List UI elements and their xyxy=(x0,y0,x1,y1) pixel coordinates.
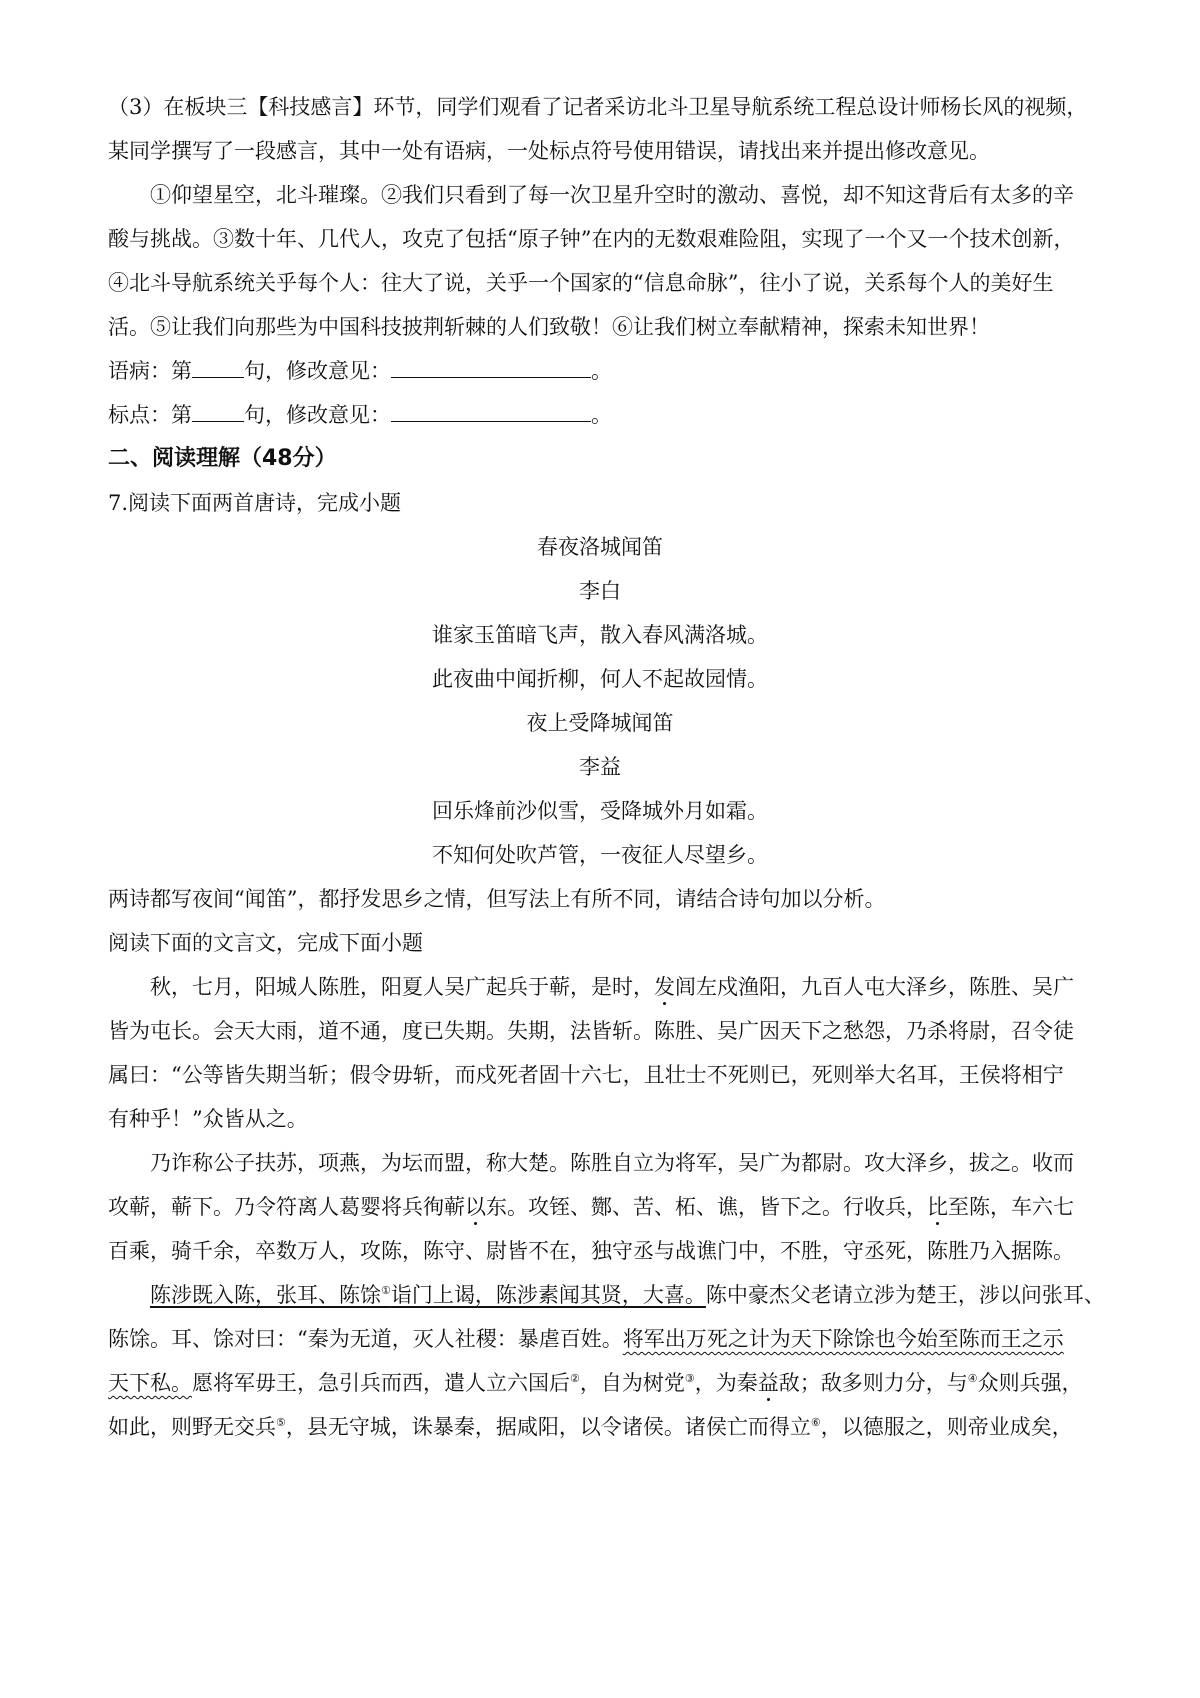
footnote-marker: ② xyxy=(570,1372,580,1385)
poem-1-line-1: 谁家玉笛暗飞声，散入春风满洛城。 xyxy=(432,623,768,647)
text-span: 愿将军毋王，急引兵而西，遣人立六国后 xyxy=(192,1371,570,1395)
text-span: ，自为树党 xyxy=(579,1371,685,1395)
footnote-marker: ⑥ xyxy=(810,1416,821,1429)
footnote-marker: ① xyxy=(381,1284,391,1297)
dotted-char: 比 xyxy=(927,1195,948,1219)
passage-line-4: 活。⑤让我们向那些为中国科技披荆斩棘的人们致敬！⑥让我们树立奉献精神，探索未知世界！ xyxy=(108,315,990,339)
question-intro-line-1: （3）在板块三【科技感言】环节，同学们观看了记者采访北斗卫星导航系统工程总设计师杨长风的视频， xyxy=(108,95,1088,119)
punctuation-suggestion-blank[interactable] xyxy=(391,401,591,422)
dotted-char: 发 xyxy=(654,975,675,999)
passage-line-3: ④北斗导航系统关乎每个人：往大了说，关乎一个国家的“信息命脉”，往小了说，关系每个人的美好生 xyxy=(108,271,1054,295)
wavy-underlined-sentence: 将军出万死之计为天下除馀也今始至陈而王之示 xyxy=(622,1327,1064,1351)
punctuation-label: 标点：第 xyxy=(108,403,192,427)
classical-p1-line-3: 属曰：“公等皆失期当斩；假令毋斩，而戍死者固十六七，且壮士不死则已，死则举大名耳，王侯将相宁 xyxy=(108,1063,1064,1087)
text-span: 至陈，车六七 xyxy=(948,1195,1074,1219)
classical-p3-line-1 xyxy=(150,1280,1150,1310)
text-span: 众则兵强， xyxy=(977,1371,1083,1395)
text-span: ，为秦 xyxy=(694,1371,758,1395)
text-span: 敌；敌多则力分，与 xyxy=(778,1371,968,1395)
text-span: 陈涉既入陈，张耳、陈馀 xyxy=(150,1283,381,1307)
classical-p3-line-2 xyxy=(108,1324,1108,1354)
classical-p3-line-4 xyxy=(108,1412,1108,1442)
classical-p1-line-1 xyxy=(150,972,1150,1002)
poem-1-title: 春夜洛城闻笛 xyxy=(537,535,663,559)
poem-2-author: 李益 xyxy=(579,755,621,779)
grammar-label: 语病：第 xyxy=(108,359,192,383)
text-span: 攻蕲，蕲下。乃令符离人葛婴将兵徇蕲 xyxy=(108,1195,465,1219)
question-intro-line-2: 某同学撰写了一段感言，其中一处有语病，一处标点符号使用错误，请找出来并提出修改意见。 xyxy=(108,139,990,163)
footnote-marker: ⑤ xyxy=(276,1416,286,1429)
poem-2-line-2: 不知何处吹芦管，一夜征人尽望乡。 xyxy=(432,843,768,867)
text-span: 如此，则野无交兵 xyxy=(108,1415,276,1439)
classical-p2-line-2 xyxy=(108,1192,1108,1222)
grammar-sentence-blank[interactable] xyxy=(192,357,244,378)
text-span: 陈中豪杰父老请立涉为楚王，涉以问张耳、 xyxy=(705,1283,1105,1307)
grammar-end: 。 xyxy=(591,359,612,383)
classical-prompt: 阅读下面的文言文，完成下面小题 xyxy=(108,931,423,955)
underlined-sentence xyxy=(150,1283,706,1307)
dotted-char: 以 xyxy=(465,1195,486,1219)
wavy-underlined-sentence: 天下私。 xyxy=(108,1371,192,1395)
punctuation-mid-label: 句，修改意见： xyxy=(244,403,391,427)
poem-2-title: 夜上受降城闻笛 xyxy=(526,711,674,735)
question-7-prompt: 7.阅读下面两首唐诗，完成小题 xyxy=(108,491,402,515)
footnote-marker: ③ xyxy=(684,1372,695,1385)
text-span: 诣门上谒，陈涉素闻其贤，大喜。 xyxy=(390,1283,706,1307)
poem-1-author: 李白 xyxy=(579,579,621,603)
dotted-char: 益 xyxy=(757,1371,779,1395)
poem-1-line-2: 此夜曲中闻折柳，何人不起故园情。 xyxy=(432,667,768,691)
text-span: ，以德服之，则帝业成矣， xyxy=(820,1415,1073,1439)
classical-p2-line-1: 乃诈称公子扶苏，项燕，为坛而盟，称大楚。陈胜自立为将军，吴广为都尉。攻大泽乡，拔之。收而 xyxy=(150,1151,1074,1175)
grammar-mid-label: 句，修改意见： xyxy=(244,359,391,383)
classical-p1-line-2: 皆为屯长。会天大雨，道不通，度已失期。失期，法皆斩。陈胜、吴广因天下之愁怨，乃杀将尉，召令徒 xyxy=(108,1019,1074,1043)
passage-line-2: 酸与挑战。③数十年、几代人，攻克了包括“原子钟”在内的无数艰难险阻，实现了一个又一个技术创新， xyxy=(108,227,1075,251)
footnote-marker: ④ xyxy=(967,1372,978,1385)
passage-line-1: ①仰望星空，北斗璀璨。②我们只看到了每一次卫星升空时的激动、喜悦，却不知这背后有太多的辛 xyxy=(150,183,1074,207)
text-span: ，县无守城，诛暴秦，据咸阳，以令诸侯。诸侯亡而得立 xyxy=(285,1415,811,1439)
classical-p2-line-3: 百乘，骑千余，卒数万人，攻陈，陈守、尉皆不在，独守丞与战谯门中，不胜，守丞死，陈胜乃入据陈。 xyxy=(108,1239,1074,1263)
grammar-answer-line xyxy=(108,356,1108,386)
punctuation-sentence-blank[interactable] xyxy=(192,401,244,422)
punctuation-end: 。 xyxy=(591,403,612,427)
text-span: 东。攻铚、酂、苦、柘、谯，皆下之。行收兵， xyxy=(486,1195,927,1219)
grammar-suggestion-blank[interactable] xyxy=(391,357,591,378)
poem-question: 两诗都写夜间“闻笛”，都抒发思乡之情，但写法上有所不同，请结合诗句加以分析。 xyxy=(108,887,886,911)
text-span: 秋，七月，阳城人陈胜，阳夏人吴广起兵于蕲，是时， xyxy=(150,975,654,999)
text-span: 陈馀。耳、馀对曰：“秦为无道，灭人社稷：暴虐百姓。 xyxy=(108,1327,623,1351)
classical-p3-line-3 xyxy=(108,1368,1108,1398)
punctuation-answer-line xyxy=(108,400,1108,430)
section-heading: 二、阅读理解（48分） xyxy=(108,446,337,471)
text-span: 闾左戍渔阳，九百人屯大泽乡，陈胜、吴广 xyxy=(675,975,1074,999)
poem-2-line-1: 回乐烽前沙似雪，受降城外月如霜。 xyxy=(432,799,768,823)
classical-p1-line-4: 有种乎！”众皆从之。 xyxy=(108,1107,308,1131)
